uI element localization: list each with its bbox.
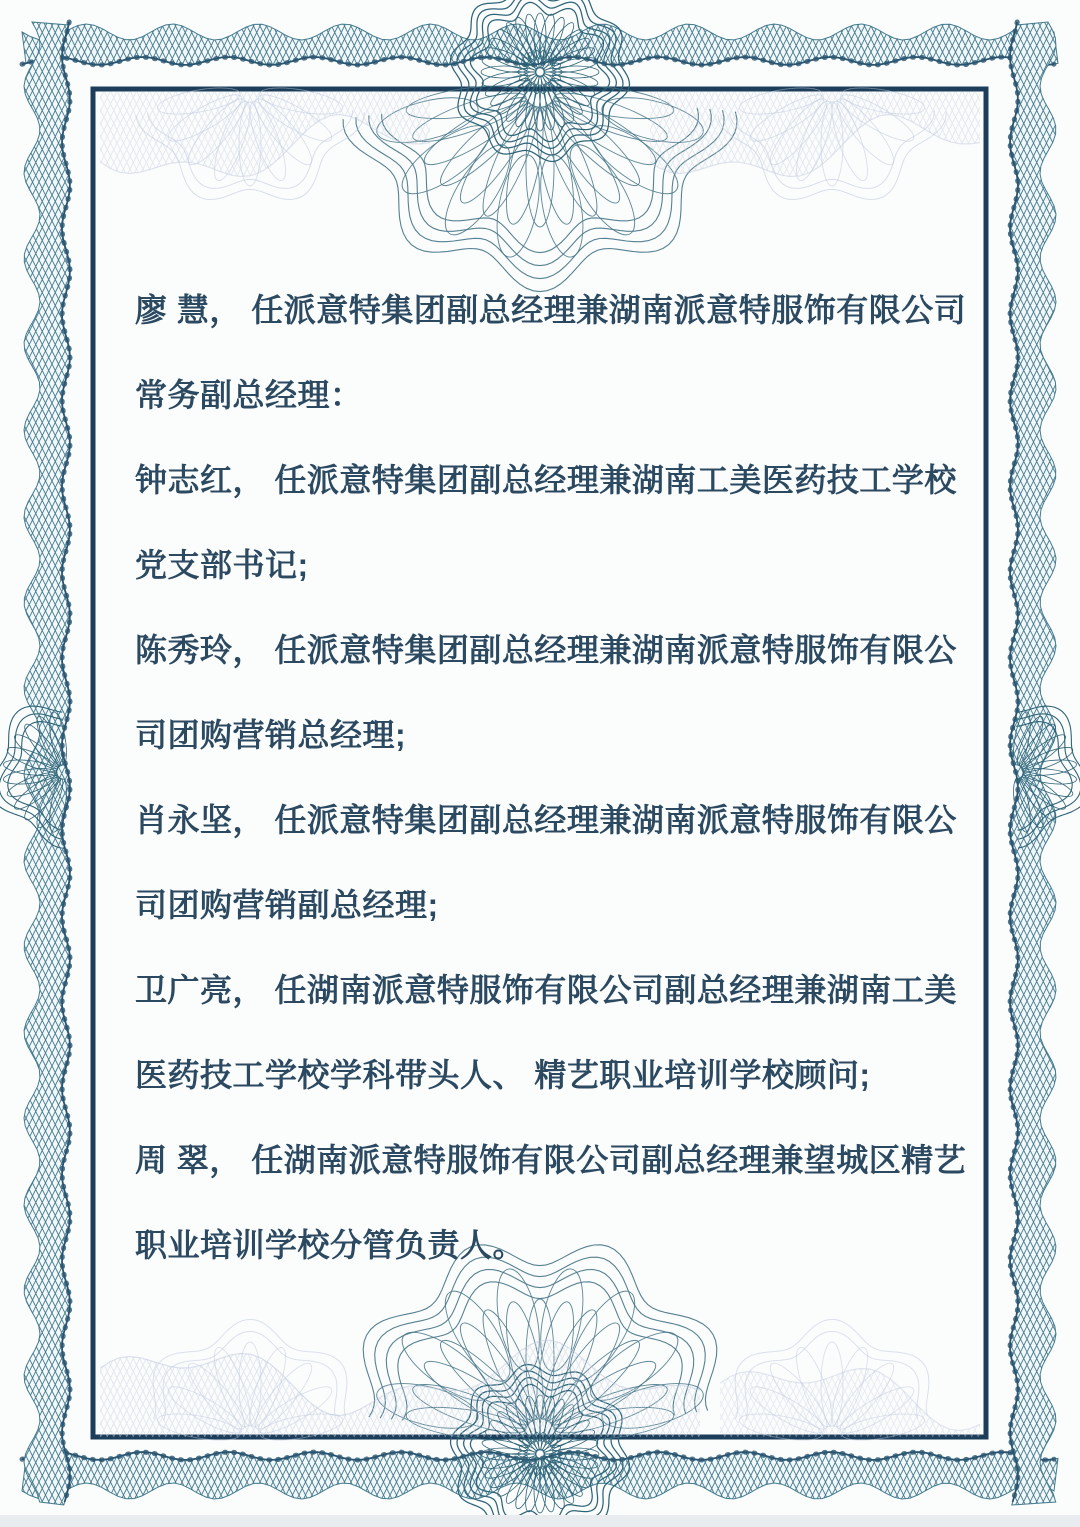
text-line xyxy=(135,948,970,1033)
text-line xyxy=(135,353,970,438)
person-name: 钟志红， xyxy=(135,462,266,498)
text-line xyxy=(135,863,970,948)
appointment-text: 职业培训学校分管负责人。 xyxy=(135,1227,526,1263)
person-name: 陈秀玲， xyxy=(135,632,266,668)
appointment-text: 党支部书记; xyxy=(135,547,309,583)
appointment-text: 司团购营销总经理; xyxy=(135,717,407,753)
person-name: 肖永坚， xyxy=(135,802,266,838)
person-name: 周 翠， xyxy=(135,1142,242,1178)
text-line xyxy=(135,608,970,693)
text-line xyxy=(135,778,970,863)
person-name: 廖 慧， xyxy=(135,292,242,328)
text-line xyxy=(135,1118,970,1203)
text-line xyxy=(135,438,970,523)
text-line xyxy=(135,1033,970,1118)
appointment-text: 任派意特集团副总经理兼湖南派意特服饰有限公 xyxy=(274,632,957,668)
appointment-text: 医药技工学校学科带头人、 精艺职业培训学校顾问; xyxy=(135,1057,871,1093)
appointment-text-block xyxy=(135,268,970,1288)
appointment-text: 常务副总经理： xyxy=(135,377,363,413)
text-line xyxy=(135,693,970,778)
text-line xyxy=(135,268,970,353)
appointment-text: 任派意特集团副总经理兼湖南派意特服饰有限公司 xyxy=(251,292,967,328)
appointment-text: 任湖南派意特服饰有限公司副总经理兼湖南工美 xyxy=(274,972,957,1008)
page-edge-shadow xyxy=(0,1515,1080,1527)
text-line xyxy=(135,523,970,608)
person-name: 卫广亮， xyxy=(135,972,266,1008)
appointment-text: 司团购营销副总经理; xyxy=(135,887,439,923)
text-line xyxy=(135,1203,970,1288)
appointment-text: 任湖南派意特服饰有限公司副总经理兼望城区精艺 xyxy=(251,1142,967,1178)
appointment-text: 任派意特集团副总经理兼湖南工美医药技工学校 xyxy=(274,462,957,498)
appointment-text: 任派意特集团副总经理兼湖南派意特服饰有限公 xyxy=(274,802,957,838)
